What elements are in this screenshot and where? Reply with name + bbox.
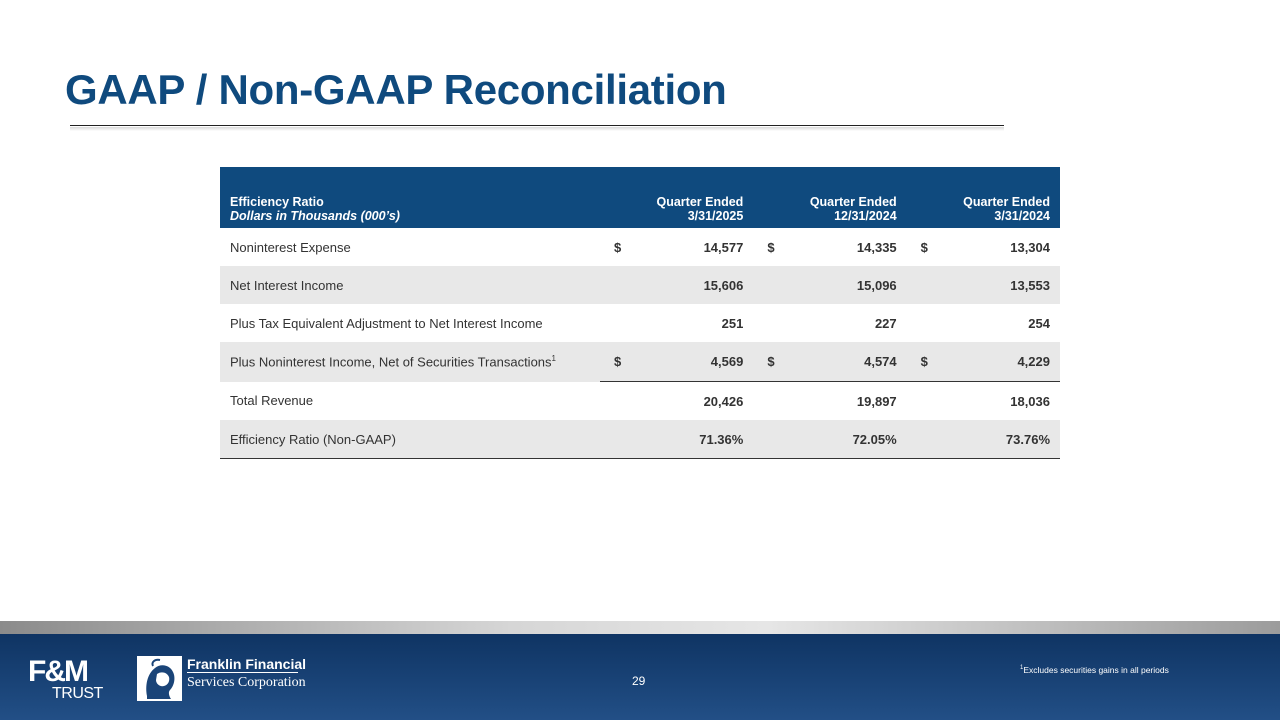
value-cell: 4,229 [931,342,1060,382]
title-divider-shadow [70,127,1004,131]
title-divider [70,125,1004,126]
value-cell: 4,574 [777,342,906,382]
row-label: Plus Tax Equivalent Adjustment to Net Interest Income [230,315,543,331]
table-row [220,228,1060,266]
currency-symbol [753,266,777,304]
value-cell: 13,553 [931,266,1060,304]
value-cell: 20,426 [624,382,753,421]
header-label-title: Efficiency Ratio [230,195,324,209]
header-period-3-date: 3/31/2024 [994,209,1050,223]
value-cell: 14,577 [703,239,744,255]
currency-symbol: $ [920,239,928,255]
value-cell: 4,569 [624,342,753,382]
footnote [1020,665,1169,675]
header-period-1-line1: Quarter Ended [656,195,744,209]
table-row-efficiency-ratio [220,420,1060,459]
footnote-marker: 1 [551,354,556,364]
currency-symbol [753,420,777,459]
value-cell: 13,304 [1010,239,1050,255]
franklin-founder-portrait-icon [137,656,182,701]
value-cell: 254 [1028,315,1050,331]
footnote-text: Excludes securities gains in all periods [1023,665,1169,675]
page-number: 29 [632,674,646,688]
currency-symbol: $ [614,239,622,255]
fm-trust-logo [28,655,103,702]
table-header-row [220,167,1060,228]
header-period-2-line1: Quarter Ended [809,195,897,209]
currency-symbol [907,304,931,342]
value-cell: 14,335 [856,239,897,255]
currency-symbol [907,420,931,459]
row-label: Noninterest Expense [230,239,351,255]
company-name [187,656,306,691]
currency-symbol [753,304,777,342]
efficiency-ratio-table [220,167,1060,459]
value-cell: 15,096 [777,266,906,304]
page-title: GAAP / Non-GAAP Reconciliation [65,66,727,113]
header-period-3-line1: Quarter Ended [963,195,1050,209]
row-label: Efficiency Ratio (Non-GAAP) [220,420,600,459]
value-cell: 71.36% [624,420,753,459]
row-label-text: Plus Noninterest Income, Net of Securities Transactions [230,354,552,370]
currency-symbol: $ [753,342,777,382]
currency-symbol: $ [600,342,624,382]
table-row [220,304,1060,342]
value-cell: 73.76% [931,420,1060,459]
table-row-total [220,382,1060,421]
value-cell: 251 [721,315,744,331]
header-period-2-date: 12/31/2024 [834,209,897,223]
footer [0,634,1280,720]
value-cell: 18,036 [931,382,1060,421]
company-name-divider [187,672,298,673]
header-period-1 [600,167,753,228]
currency-symbol [600,266,624,304]
value-cell: 19,897 [777,382,906,421]
currency-symbol [600,382,624,421]
row-label: Total Revenue [230,393,314,409]
table-row [220,266,1060,304]
currency-symbol: $ [907,342,931,382]
company-name-line2: Services Corporation [187,675,306,690]
row-label: Net Interest Income [220,266,600,304]
value-cell: 15,606 [624,266,753,304]
footnote-mark: 1 [1020,665,1024,672]
fm-logo-trust: TRUST [52,685,103,702]
table-row [220,342,1060,382]
currency-symbol [600,304,624,342]
currency-symbol [907,382,931,421]
header-period-1-date: 3/31/2025 [687,209,744,223]
value-cell: 72.05% [777,420,906,459]
company-name-line1: Franklin Financial [187,656,307,672]
value-cell: 227 [874,315,897,331]
footer-gradient-band [0,621,1280,634]
header-label-cell [220,167,600,228]
currency-symbol [753,382,777,421]
header-period-3 [907,167,1060,228]
currency-symbol [907,266,931,304]
fm-logo-mark: F&M [28,655,87,688]
currency-symbol: $ [767,239,775,255]
header-period-2 [753,167,906,228]
header-label-units: Dollars in Thousands (000’s) [230,209,400,223]
currency-symbol [600,420,624,459]
row-label [220,342,600,382]
